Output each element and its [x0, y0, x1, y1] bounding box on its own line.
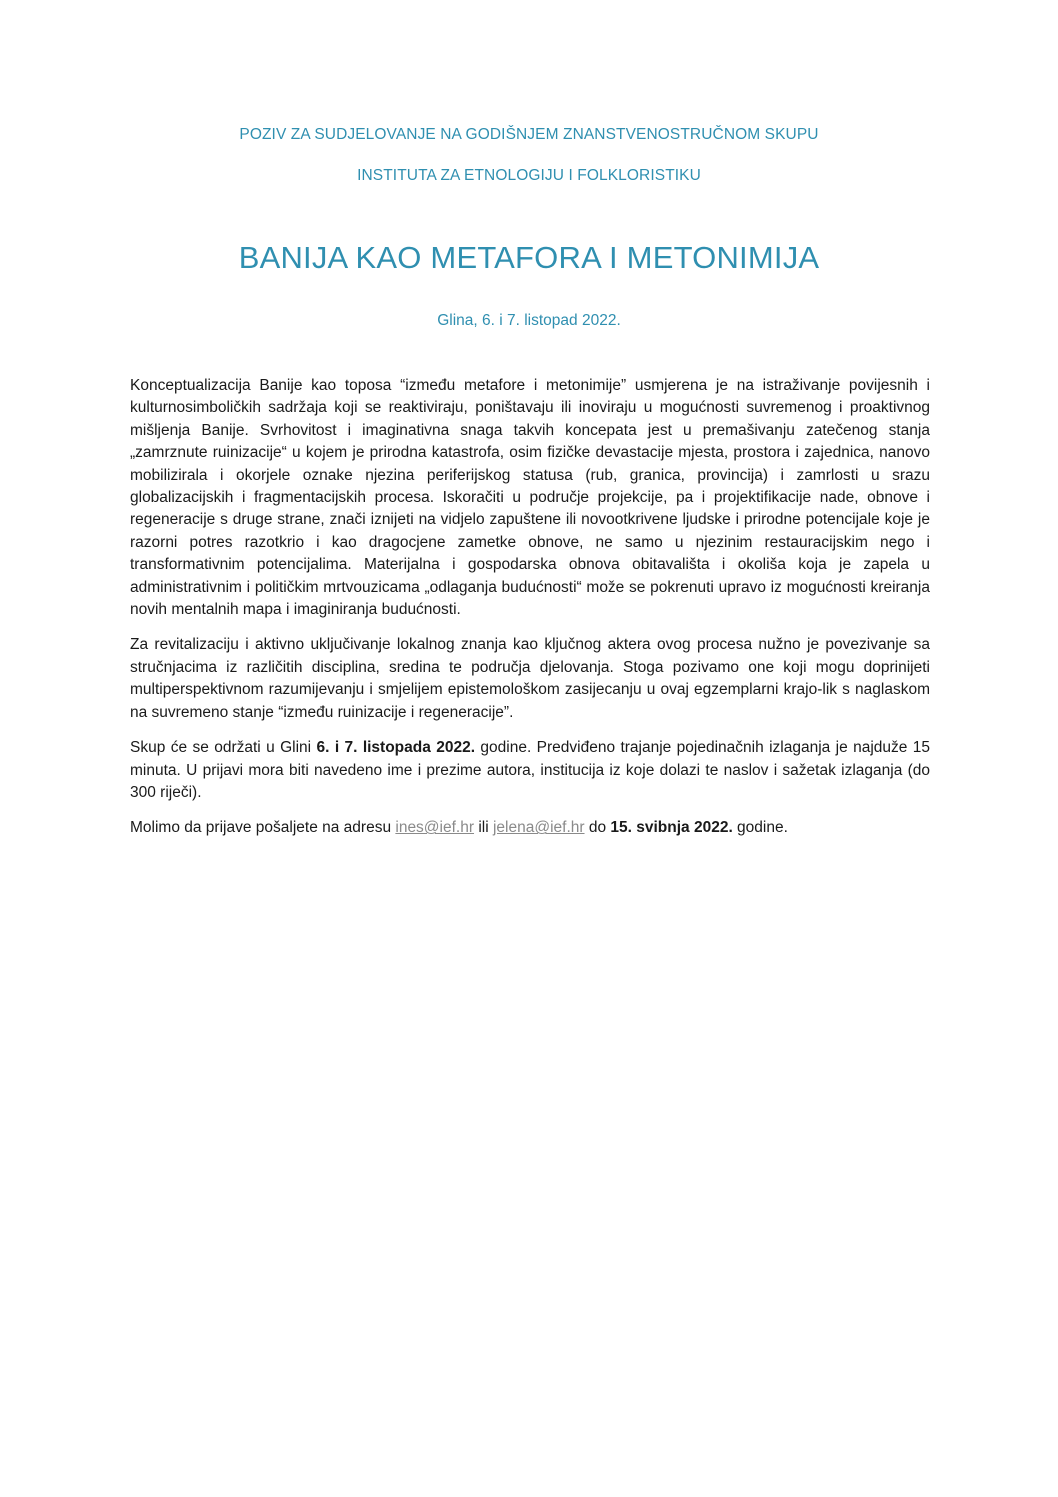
page-title: BANIJA KAO METAFORA I METONIMIJA: [238, 240, 820, 275]
event-dates-bold: 6. i 7. listopada 2022.: [316, 739, 476, 757]
event-details-text-2: godine. Predviđeno trajanje pojedinačnih izlaganja je najduže 15 minuta. U prijavi mora biti navedeno ime i prezime autora, institucija iz koje dolazi te naslov i sažetak izlaganja (do 300 riječi).: [130, 739, 931, 801]
email-link-jelena[interactable]: jelena@ief.hr: [492, 819, 585, 837]
header-line-2: INSTITUTA ZA ETNOLOGIJU I FOLKLORISTIKU: [357, 167, 701, 184]
paragraph-concept: Konceptualizacija Banije kao toposa “između metafore i metonimije” usmjerena je na istraživanje povijesnih i kulturnosimboličkih sadržaja koji se reaktiviraju, poništavaju ili inoviraju u mogućnosti suvremenog i proaktivnog mišljenja Banije. Svrhovitost i imaginativna snaga takvih koncepata jest u premašivanju zatečenog stanja „zamrznute ruinizacije“ u kojem je prirodna katastrofa, osim fizičke devastacije mjesta, prostora i zajednica, nanovo mobilizirala i okorjele oznake njezina periferijskog statusa (rub, granica, provincija) i zamrlosti u srazu globalizacijskih i fragmentacijskih procesa. Iskoračiti u područje projekcije, pa i projektifikacije nade, obnove i regeneracije s druge strane, znači iznijeti na vidjelo zapuštene ili novootkrivene ljudske i prirodne potencijale koje je razorni potres razotkrio i kao dragocjene zametke obnove, ne samo u njezinim restauracijskim nego i transformativnim potencijalima. Materijalna i gospodarska obnova obitavališta i okoliša koja je zapela u administrativnim i političkim mrtvouzicama „odlaganja budućnosti“ može se pokrenuti upravo iz mogućnosti kreiranja novih mentalnih mapa i imaginiranja budućnosti.: [130, 377, 930, 619]
document-body: [130, 375, 930, 853]
submission-until: do: [584, 819, 611, 837]
paragraph-invitation: Za revitalizaciju i aktivno uključivanje lokalnog znanja kao ključnog aktera ovog procesa nužno je povezivanje sa stručnjacima iz različitih disciplina, sredina te područja djelovanja. Stoga pozivamo one koji mogu doprinijeti multiperspektivnom razumijevanju i smjelijem epistemološkom zasijecanju u ovaj egzemplarni krajo-lik s naglaskom na suvremeno stanje “između ruinizacije i regeneracije”.: [130, 636, 930, 721]
header-line-1: POZIV ZA SUDJELOVANJE NA GODIŠNJEM ZNANSTVENOSTRUČNOM SKUPU: [239, 126, 819, 143]
event-details-text: Skup će se održati u Glini: [130, 739, 317, 757]
email-link-ines[interactable]: ines@ief.hr: [395, 819, 475, 837]
paragraph-submission: [130, 817, 930, 839]
submission-text: Molimo da prijave pošaljete na adresu: [130, 819, 396, 837]
submission-or: ili: [474, 819, 493, 837]
paragraph-event-details: [130, 737, 930, 804]
deadline-bold: 15. svibnja 2022.: [610, 819, 733, 837]
submission-end: godine.: [732, 819, 788, 837]
event-date: Glina, 6. i 7. listopad 2022.: [437, 312, 621, 329]
